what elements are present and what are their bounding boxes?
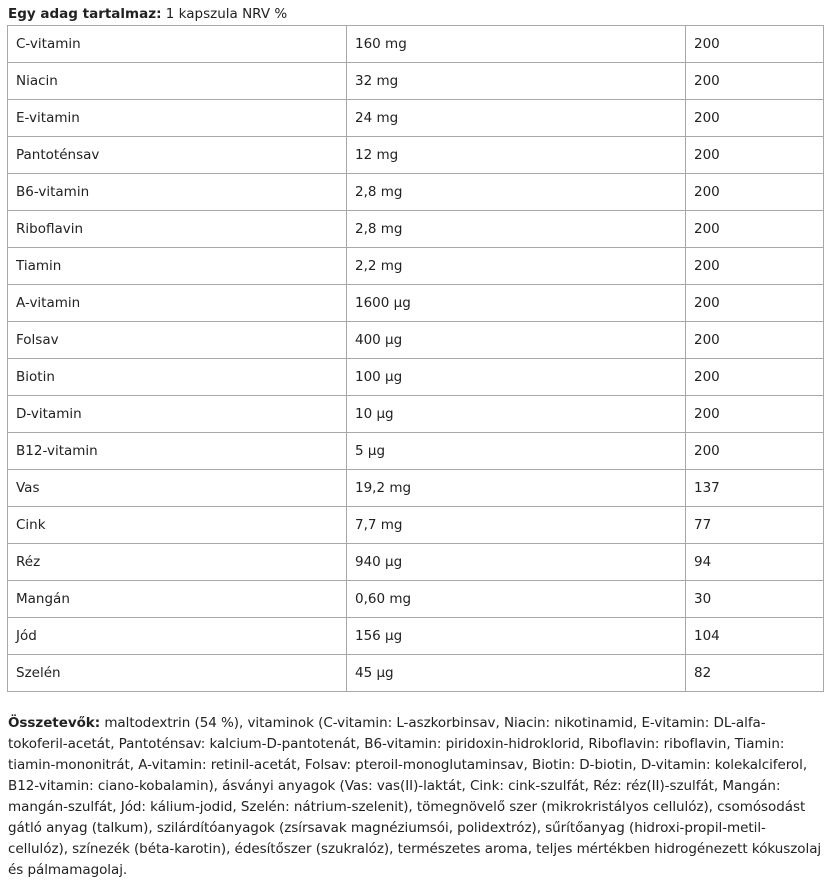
nutrient-name-cell: Szelén — [8, 655, 347, 692]
nutrient-name-cell: C-vitamin — [8, 26, 347, 63]
nutrient-name-cell: Pantoténsav — [8, 137, 347, 174]
nutrient-name-cell: Folsav — [8, 322, 347, 359]
table-row — [8, 285, 824, 322]
ingredients-paragraph — [8, 713, 822, 881]
nutrient-nrv-cell: 82 — [686, 655, 824, 692]
table-row — [8, 211, 824, 248]
nutrition-table-body — [8, 26, 824, 692]
nutrient-amount-cell: 10 µg — [347, 396, 686, 433]
nutrient-amount-cell: 32 mg — [347, 63, 686, 100]
nutrient-nrv-cell: 200 — [686, 137, 824, 174]
table-row — [8, 655, 824, 692]
nutrient-name-cell: Niacin — [8, 63, 347, 100]
nutrient-nrv-cell: 94 — [686, 544, 824, 581]
nutrient-nrv-cell: 77 — [686, 507, 824, 544]
nutrient-name-cell: Vas — [8, 470, 347, 507]
nutrient-amount-cell: 0,60 mg — [347, 581, 686, 618]
nutrient-amount-cell: 19,2 mg — [347, 470, 686, 507]
nutrient-amount-cell: 2,8 mg — [347, 211, 686, 248]
nutrient-amount-cell: 1600 µg — [347, 285, 686, 322]
nutrient-name-cell: Cink — [8, 507, 347, 544]
table-row — [8, 359, 824, 396]
serving-label: Egy adag tartalmaz: — [8, 6, 162, 22]
table-row — [8, 433, 824, 470]
nutrient-nrv-cell: 200 — [686, 100, 824, 137]
nutrient-nrv-cell: 200 — [686, 285, 824, 322]
nutrient-nrv-cell: 104 — [686, 618, 824, 655]
table-row — [8, 470, 824, 507]
table-row — [8, 137, 824, 174]
nutrient-nrv-cell: 200 — [686, 433, 824, 470]
table-row — [8, 322, 824, 359]
nutrient-amount-cell: 5 µg — [347, 433, 686, 470]
nutrient-amount-cell: 100 µg — [347, 359, 686, 396]
nutrient-name-cell: Mangán — [8, 581, 347, 618]
table-row — [8, 26, 824, 63]
nutrient-name-cell: B12-vitamin — [8, 433, 347, 470]
nutrient-nrv-cell: 200 — [686, 63, 824, 100]
nutrient-name-cell: Jód — [8, 618, 347, 655]
nutrition-table — [7, 25, 824, 692]
nutrient-amount-cell: 7,7 mg — [347, 507, 686, 544]
nutrient-name-cell: D-vitamin — [8, 396, 347, 433]
nutrient-name-cell: B6-vitamin — [8, 174, 347, 211]
nutrient-name-cell: Riboflavin — [8, 211, 347, 248]
serving-info: 1 kapszula NRV % — [165, 6, 288, 22]
nutrient-nrv-cell: 200 — [686, 396, 824, 433]
table-row — [8, 174, 824, 211]
nutrient-amount-cell: 45 µg — [347, 655, 686, 692]
nutrient-nrv-cell: 137 — [686, 470, 824, 507]
nutrient-name-cell: E-vitamin — [8, 100, 347, 137]
table-row — [8, 248, 824, 285]
nutrient-nrv-cell: 200 — [686, 174, 824, 211]
table-row — [8, 581, 824, 618]
nutrient-nrv-cell: 200 — [686, 211, 824, 248]
nutrient-name-cell: Biotin — [8, 359, 347, 396]
nutrient-amount-cell: 2,8 mg — [347, 174, 686, 211]
nutrient-nrv-cell: 30 — [686, 581, 824, 618]
nutrient-name-cell: Réz — [8, 544, 347, 581]
table-row — [8, 63, 824, 100]
nutrient-name-cell: A-vitamin — [8, 285, 347, 322]
nutrient-amount-cell: 2,2 mg — [347, 248, 686, 285]
nutrient-amount-cell: 156 µg — [347, 618, 686, 655]
nutrient-amount-cell: 400 µg — [347, 322, 686, 359]
serving-header — [8, 5, 287, 23]
table-row — [8, 100, 824, 137]
nutrient-name-cell: Tiamin — [8, 248, 347, 285]
nutrient-amount-cell: 12 mg — [347, 137, 686, 174]
nutrient-nrv-cell: 200 — [686, 359, 824, 396]
nutrient-amount-cell: 160 mg — [347, 26, 686, 63]
table-row — [8, 544, 824, 581]
table-row — [8, 507, 824, 544]
nutrient-nrv-cell: 200 — [686, 26, 824, 63]
nutrient-amount-cell: 940 µg — [347, 544, 686, 581]
nutrient-amount-cell: 24 mg — [347, 100, 686, 137]
nutrient-nrv-cell: 200 — [686, 248, 824, 285]
table-row — [8, 396, 824, 433]
nutrient-nrv-cell: 200 — [686, 322, 824, 359]
table-row — [8, 618, 824, 655]
ingredients-label: Összetevők: — [8, 715, 101, 731]
ingredients-text: maltodextrin (54 %), vitaminok (C-vitamin: L-aszkorbinsav, Niacin: nikotinamid, E-vitamin: DL-alfa-tokoferil-acetát, Pantoténsav: kalcium-D-pantotenát, B6-vitamin: piridoxin-hidroklorid, Riboflavin: riboflavin, Tiamin: tiamin-mononitrát, A-vitamin: retinil-acetát, Folsav: pteroil-monoglutaminsav, Biotin: D-biotin, D-vitamin: kolekalciferol, B12-vitamin: ciano-kobalamin), ásványi anyagok (Vas: vas(II)-laktát, Cink: cink-szulfát, Réz: réz(II)-szulfát, Mangán: mangán-szulfát, Jód: kálium-jodid, Szelén: nátrium-szelenit), tömegnövelő szer (mikrokristályos cellulóz), csomósodást gátló anyag (talkum), szilárdítóanyagok (zsírsavak magnéziumsói, polidextróz), sűrítőanyag (hidroxi-propil-metil-cellulóz), színezék (béta-karotin), édesítőszer (szukralóz), természetes aroma, teljes mértékben hidrogénezett kókuszolaj és pálmamagolaj. — [8, 715, 822, 878]
